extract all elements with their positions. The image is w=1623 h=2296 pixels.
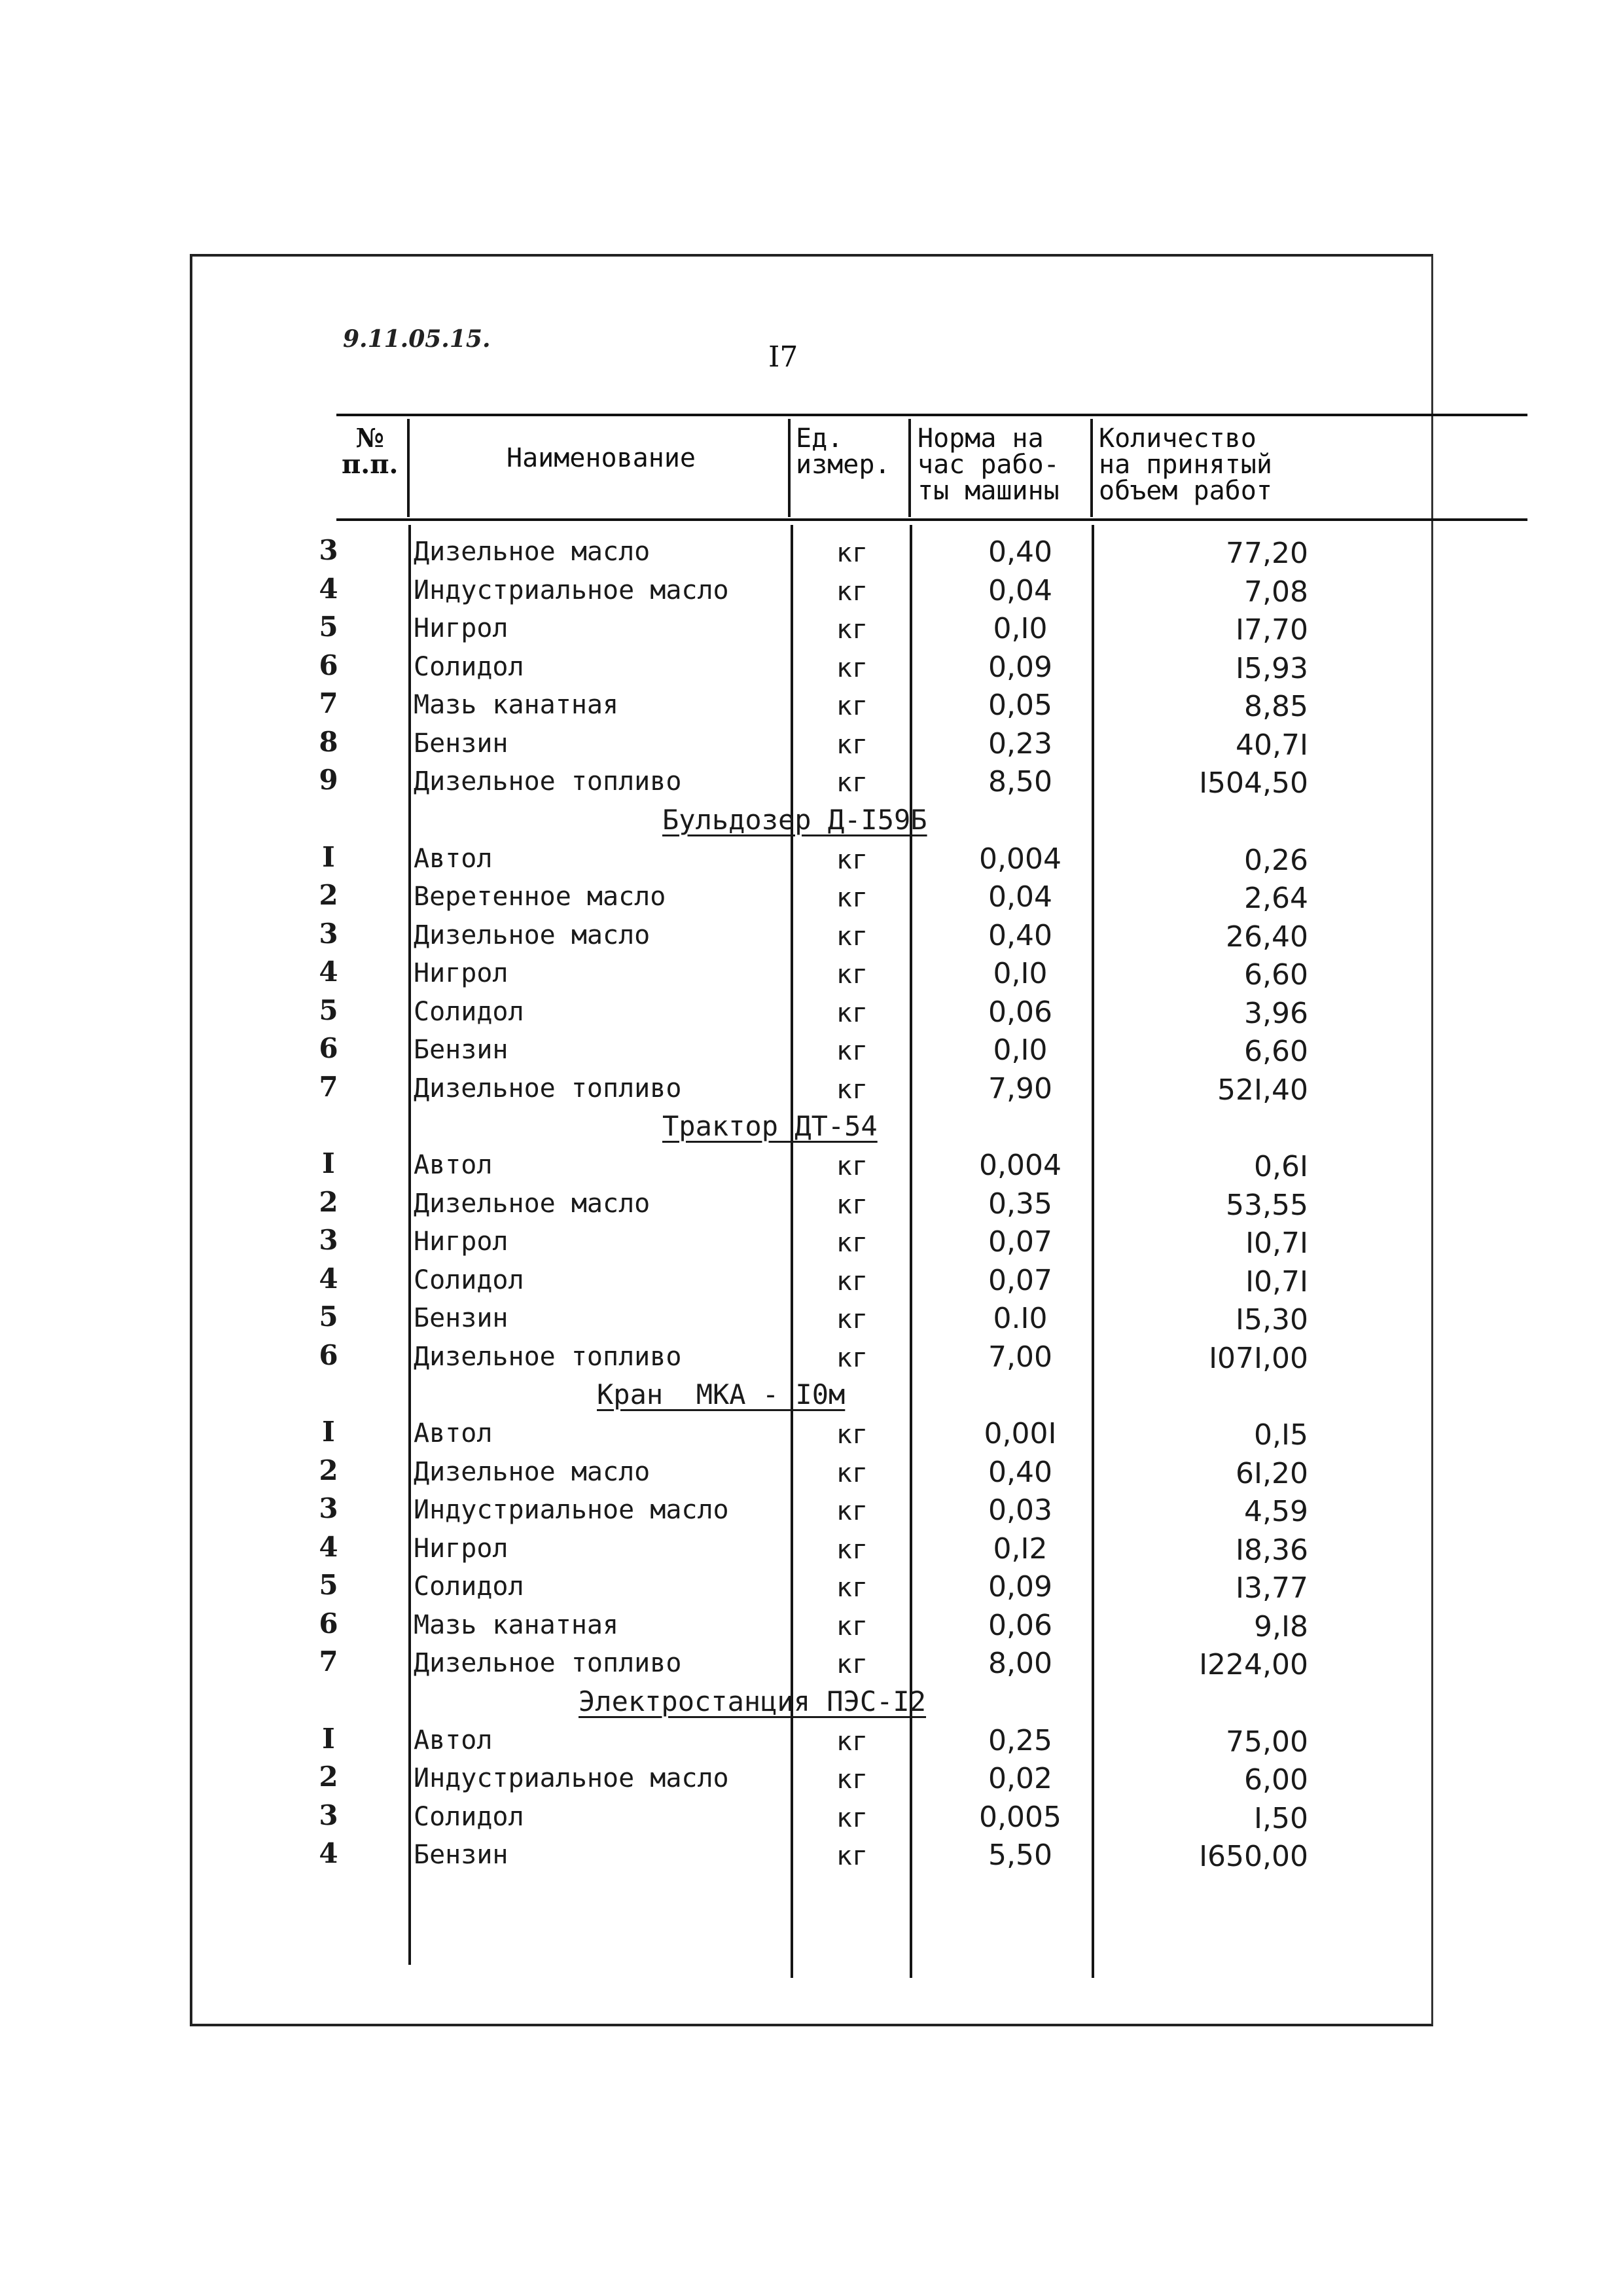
- item-name: Нигрол: [414, 1533, 508, 1564]
- row-number: 3: [319, 1799, 338, 1831]
- item-name: Автол: [414, 1418, 493, 1448]
- header-col-unit: Ед. измер.: [796, 423, 891, 480]
- unit-of-measure: кг: [836, 1266, 868, 1297]
- item-name: Мазь канатная: [414, 1609, 619, 1640]
- norm-per-hour: 8,50: [988, 765, 1052, 798]
- item-name: Бензин: [414, 1035, 508, 1065]
- table-row: [192, 1568, 1436, 1605]
- total-quantity: I0,7I: [1245, 1265, 1308, 1299]
- unit-of-measure: кг: [836, 538, 868, 568]
- norm-per-hour: 0,09: [988, 1570, 1052, 1604]
- row-number: 5: [319, 994, 338, 1026]
- row-number: 4: [319, 1530, 338, 1563]
- unit-of-measure: кг: [836, 1534, 868, 1565]
- item-name: Дизельное масло: [414, 1188, 651, 1219]
- table-row: [192, 1031, 1436, 1069]
- item-name: Солидол: [414, 1571, 524, 1602]
- norm-per-hour: 0,40: [988, 535, 1052, 569]
- norm-per-hour: 0,06: [988, 1608, 1052, 1642]
- unit-of-measure: кг: [836, 691, 868, 721]
- total-quantity: I07I,00: [1209, 1341, 1308, 1375]
- page-frame: [190, 254, 1433, 2026]
- total-quantity: 40,7I: [1236, 728, 1308, 762]
- item-name: Солидол: [414, 651, 524, 682]
- total-quantity: 7,08: [1244, 575, 1308, 609]
- row-number: I: [322, 1722, 335, 1755]
- table-row: [192, 762, 1436, 800]
- total-quantity: 77,20: [1226, 537, 1308, 570]
- header-separator: [407, 419, 410, 517]
- unit-of-measure: кг: [836, 1228, 868, 1258]
- total-quantity: 0,26: [1244, 843, 1308, 877]
- total-quantity: 0,6I: [1254, 1150, 1308, 1183]
- section-title: Бульдозер Д-I59Б: [662, 803, 927, 836]
- item-name: Индустриальное масло: [414, 1495, 729, 1525]
- norm-per-hour: 0,06: [988, 995, 1052, 1029]
- norm-per-hour: 0,04: [988, 880, 1052, 914]
- norm-per-hour: 0,I0: [993, 957, 1048, 990]
- total-quantity: I8,36: [1236, 1533, 1308, 1567]
- table-row: [192, 1185, 1436, 1223]
- unit-of-measure: кг: [836, 921, 868, 952]
- section-title: Электростанция ПЭС-I2: [579, 1685, 927, 1717]
- row-number: 3: [319, 917, 338, 950]
- table-row: [192, 1759, 1436, 1797]
- header-col-name: Наименование: [507, 443, 696, 473]
- header-col-number: № п.п.: [342, 423, 399, 480]
- row-number: 6: [319, 1032, 338, 1064]
- item-name: Солидол: [414, 1265, 524, 1295]
- header-separator: [908, 419, 911, 517]
- total-quantity: 26,40: [1226, 920, 1308, 954]
- total-quantity: 8,85: [1244, 690, 1308, 723]
- table-row: [192, 840, 1436, 878]
- row-number: I: [322, 1147, 335, 1179]
- row-number: 4: [319, 1262, 338, 1295]
- row-number: 2: [319, 1761, 338, 1793]
- item-name: Нигрол: [414, 958, 508, 988]
- row-number: 4: [319, 572, 338, 605]
- row-number: 2: [319, 1185, 338, 1218]
- unit-of-measure: кг: [836, 1726, 868, 1757]
- item-name: Бензин: [414, 728, 508, 759]
- table-row: [192, 533, 1436, 571]
- norm-per-hour: 0,40: [988, 918, 1052, 952]
- row-number: 2: [319, 879, 338, 911]
- norm-per-hour: 5,50: [988, 1839, 1052, 1872]
- item-name: Автол: [414, 1150, 493, 1180]
- unit-of-measure: кг: [836, 844, 868, 875]
- unit-of-measure: кг: [836, 960, 868, 990]
- unit-of-measure: кг: [836, 729, 868, 760]
- total-quantity: I3,77: [1236, 1571, 1308, 1605]
- norm-per-hour: 0,35: [988, 1187, 1052, 1221]
- total-quantity: I224,00: [1199, 1648, 1308, 1681]
- total-quantity: 6I,20: [1236, 1456, 1308, 1490]
- item-name: Дизельное масло: [414, 920, 651, 950]
- unit-of-measure: кг: [836, 1189, 868, 1220]
- unit-of-measure: кг: [836, 1036, 868, 1066]
- table-row: [192, 1223, 1436, 1261]
- header-separator: [1090, 419, 1093, 517]
- item-name: Дизельное масло: [414, 537, 651, 567]
- table-row: [192, 1530, 1436, 1568]
- row-number: 3: [319, 1224, 338, 1256]
- total-quantity: I5,30: [1236, 1303, 1308, 1336]
- row-number: 7: [319, 1070, 338, 1103]
- norm-per-hour: 0,09: [988, 650, 1052, 684]
- norm-per-hour: 0,07: [988, 1263, 1052, 1297]
- header-bottom-rule: [336, 518, 1527, 521]
- header-col-norm: Норма на час рабо- ты машины: [918, 423, 1060, 506]
- row-number: 2: [319, 1454, 338, 1486]
- total-quantity: I,50: [1254, 1801, 1308, 1835]
- row-number: 6: [319, 649, 338, 681]
- total-quantity: 53,55: [1226, 1188, 1308, 1222]
- item-name: Веретенное масло: [414, 882, 666, 912]
- table-row: [192, 1299, 1436, 1337]
- table-row: [192, 686, 1436, 724]
- total-quantity: 9,I8: [1254, 1609, 1308, 1643]
- table-row: [192, 1069, 1436, 1107]
- item-name: Индустриальное масло: [414, 575, 729, 605]
- header-top-rule: [336, 414, 1527, 416]
- norm-per-hour: 0,04: [988, 573, 1052, 607]
- row-number: 3: [319, 1492, 338, 1524]
- total-quantity: I5,93: [1236, 651, 1308, 685]
- row-number: 6: [319, 1338, 338, 1371]
- norm-per-hour: 0,25: [988, 1723, 1052, 1757]
- item-name: Солидол: [414, 1801, 524, 1832]
- unit-of-measure: кг: [836, 1458, 868, 1488]
- norm-per-hour: 0,004: [979, 842, 1061, 876]
- unit-of-measure: кг: [836, 615, 868, 645]
- table-row: [192, 648, 1436, 686]
- table-row: [192, 1338, 1436, 1376]
- item-name: Дизельное топливо: [414, 766, 682, 797]
- norm-per-hour: 0.I0: [993, 1302, 1048, 1335]
- row-number: 7: [319, 687, 338, 719]
- total-quantity: 6,60: [1244, 958, 1308, 992]
- item-name: Индустриальное масло: [414, 1763, 729, 1793]
- row-number: 6: [319, 1607, 338, 1640]
- norm-per-hour: 0,004: [979, 1149, 1061, 1182]
- item-name: Дизельное топливо: [414, 1073, 682, 1103]
- page-number: I7: [768, 340, 798, 374]
- item-name: Автол: [414, 1725, 493, 1755]
- row-number: 7: [319, 1645, 338, 1677]
- norm-per-hour: 0,00I: [984, 1417, 1057, 1450]
- unit-of-measure: кг: [836, 1496, 868, 1526]
- table-row: [192, 993, 1436, 1031]
- unit-of-measure: кг: [836, 1803, 868, 1833]
- table-row: [192, 1453, 1436, 1491]
- table-row: [192, 725, 1436, 762]
- norm-per-hour: 0,40: [988, 1455, 1052, 1489]
- unit-of-measure: кг: [836, 1649, 868, 1679]
- norm-per-hour: 0,05: [988, 689, 1052, 722]
- total-quantity: I7,70: [1236, 613, 1308, 647]
- total-quantity: 2,64: [1244, 882, 1308, 915]
- norm-per-hour: 0,07: [988, 1225, 1052, 1259]
- table-row: [192, 1836, 1436, 1874]
- unit-of-measure: кг: [836, 1151, 868, 1181]
- norm-per-hour: 0,I0: [993, 612, 1048, 645]
- unit-of-measure: кг: [836, 997, 868, 1028]
- item-name: Бензин: [414, 1840, 508, 1870]
- item-name: Дизельное топливо: [414, 1341, 682, 1372]
- table-row: [192, 1414, 1436, 1452]
- row-number: 3: [319, 534, 338, 566]
- item-name: Солидол: [414, 996, 524, 1027]
- unit-of-measure: кг: [836, 768, 868, 798]
- total-quantity: 6,60: [1244, 1035, 1308, 1068]
- item-name: Автол: [414, 843, 493, 874]
- norm-per-hour: 7,00: [988, 1340, 1052, 1374]
- row-number: 8: [319, 725, 338, 758]
- row-number: 5: [319, 611, 338, 643]
- norm-per-hour: 0,23: [988, 726, 1052, 761]
- item-name: Бензин: [414, 1303, 508, 1333]
- unit-of-measure: кг: [836, 883, 868, 913]
- item-name: Нигрол: [414, 1227, 508, 1257]
- header-separator: [788, 419, 791, 517]
- total-quantity: 3,96: [1244, 996, 1308, 1030]
- unit-of-measure: кг: [836, 1304, 868, 1335]
- section-title: Кран МКА - I0м: [597, 1378, 846, 1410]
- row-number: 5: [319, 1569, 338, 1601]
- norm-per-hour: 0,005: [979, 1800, 1061, 1834]
- table-row: [192, 1261, 1436, 1299]
- table-row: [192, 916, 1436, 954]
- norm-per-hour: 8,00: [988, 1647, 1052, 1680]
- table-row: [192, 1606, 1436, 1644]
- row-number: I: [322, 840, 335, 873]
- norm-per-hour: 7,90: [988, 1071, 1052, 1105]
- table-row: [192, 1798, 1436, 1836]
- table-row: [192, 609, 1436, 647]
- section-title: Трактор ДТ-54: [662, 1110, 878, 1142]
- unit-of-measure: кг: [836, 1074, 868, 1105]
- total-quantity: 4,59: [1244, 1495, 1308, 1528]
- total-quantity: 6,00: [1244, 1763, 1308, 1797]
- unit-of-measure: кг: [836, 1420, 868, 1450]
- total-quantity: 75,00: [1226, 1725, 1308, 1759]
- total-quantity: I504,50: [1199, 766, 1308, 800]
- table-row: [192, 1146, 1436, 1184]
- unit-of-measure: кг: [836, 1573, 868, 1603]
- table-row: [192, 1644, 1436, 1682]
- table-row: [192, 571, 1436, 609]
- unit-of-measure: кг: [836, 1342, 868, 1373]
- total-quantity: 0,I5: [1254, 1418, 1308, 1452]
- unit-of-measure: кг: [836, 576, 868, 607]
- norm-per-hour: 0,03: [988, 1494, 1052, 1527]
- row-number: 5: [319, 1300, 338, 1333]
- unit-of-measure: кг: [836, 1611, 868, 1641]
- table-row: [192, 878, 1436, 916]
- document-code: 9.11.05.15.: [343, 325, 491, 353]
- unit-of-measure: кг: [836, 1841, 868, 1871]
- total-quantity: 52I,40: [1217, 1073, 1308, 1107]
- item-name: Дизельное масло: [414, 1456, 651, 1487]
- norm-per-hour: 0,I0: [993, 1033, 1048, 1067]
- item-name: Дизельное топливо: [414, 1648, 682, 1678]
- item-name: Нигрол: [414, 613, 508, 643]
- total-quantity: I650,00: [1199, 1840, 1308, 1873]
- norm-per-hour: 0,I2: [993, 1532, 1048, 1566]
- table-row: [192, 1721, 1436, 1759]
- item-name: Мазь канатная: [414, 690, 619, 720]
- total-quantity: I0,7I: [1245, 1227, 1308, 1260]
- norm-per-hour: 0,02: [988, 1762, 1052, 1795]
- row-number: 4: [319, 1837, 338, 1869]
- table-row: [192, 1491, 1436, 1529]
- unit-of-measure: кг: [836, 1765, 868, 1795]
- header-col-qty: Количество на принятый объем работ: [1099, 423, 1272, 506]
- row-number: I: [322, 1416, 335, 1448]
- row-number: 4: [319, 956, 338, 988]
- row-number: 9: [319, 764, 338, 796]
- unit-of-measure: кг: [836, 653, 868, 683]
- table-row: [192, 954, 1436, 992]
